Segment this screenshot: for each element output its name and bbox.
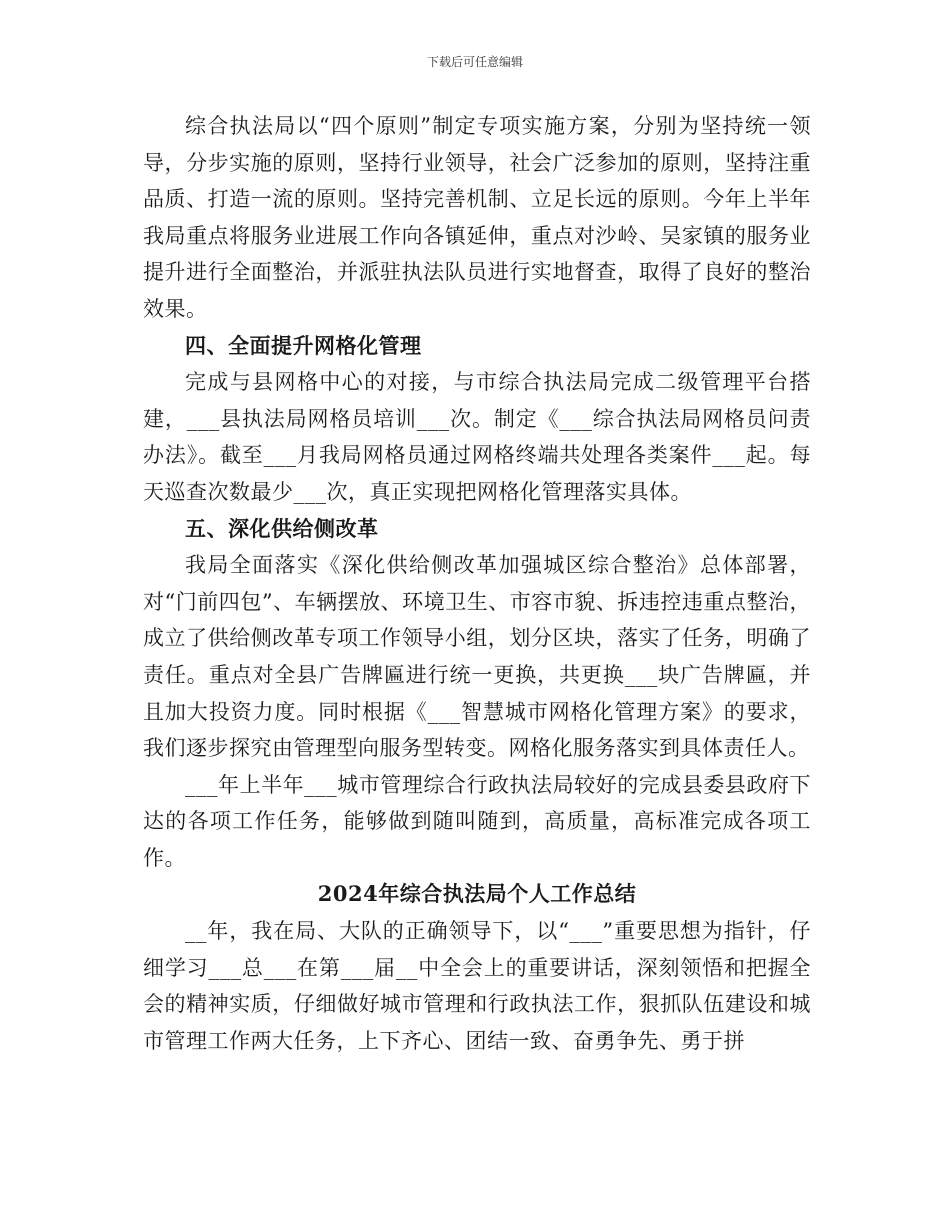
paragraph-half-year-summary: ___年上半年___城市管理综合行政执法局较好的完成县委县政府下达的各项工作任务，能够做到随叫随到，高质量，高标准完成各项工作。 (143, 772, 811, 870)
paragraph-personal-summary: __年，我在局、大队的正确领导下，以“___”重要思想为指针，仔细学习___总___在第___届__中全会上的重要讲话，深刻领悟和把握全会的精神实质，仔细做好城市管理和行政执法工作，狠抓队伍建设和城市管理工作两大任务，上下齐心、团结一致、奋勇争先、勇于拼 (143, 919, 811, 1053)
document-body (143, 108, 811, 1059)
document-title: 2024年综合执法局个人工作总结 (317, 881, 637, 907)
section-heading-supply-side-reform: 五、深化供给侧改革 (185, 515, 379, 541)
page-header-note: 下载后可任意编辑 (426, 55, 523, 69)
paragraph-supply-side-reform: 我局全面落实《深化供给侧改革加强城区综合整治》总体部署，对“门前四包”、车辆摆放、环境卫生、市容市貌、拆违控违重点整治，成立了供给侧改革专项工作领导小组，划分区块，落实了任务，明确了责任。重点对全县广告牌匾进行统一更换，共更换___块广告牌匾，并且加大投资力度。同时根据《___智慧城市网格化管理方案》的要求，我们逐步探究由管理型向服务型转变。网格化服务落实到具体责任人。 (143, 553, 811, 761)
section-heading-grid-management: 四、全面提升网格化管理 (185, 332, 422, 358)
paragraph-principles: 综合执法局以“四个原则”制定专项实施方案，分别为坚持统一领导，分步实施的原则，坚持行业领导，社会广泛参加的原则，坚持注重品质、打造一流的原则。坚持完善机制、立足长远的原则。今年上半年我局重点将服务业进展工作向各镇延伸，重点对沙岭、吴家镇的服务业提升进行全面整治，并派驻执法队员进行实地督查，取得了良好的整治效果。 (143, 114, 811, 321)
paragraph-grid-management: 完成与县网格中心的对接，与市综合执法局完成二级管理平台搭建，___县执法局网格员培训___次。制定《___综合执法局网格员问责办法》。截至___月我局网格员通过网格终端共处理各类案件___起。每天巡查次数最少___次，真正实现把网格化管理落实具体。 (143, 370, 811, 504)
